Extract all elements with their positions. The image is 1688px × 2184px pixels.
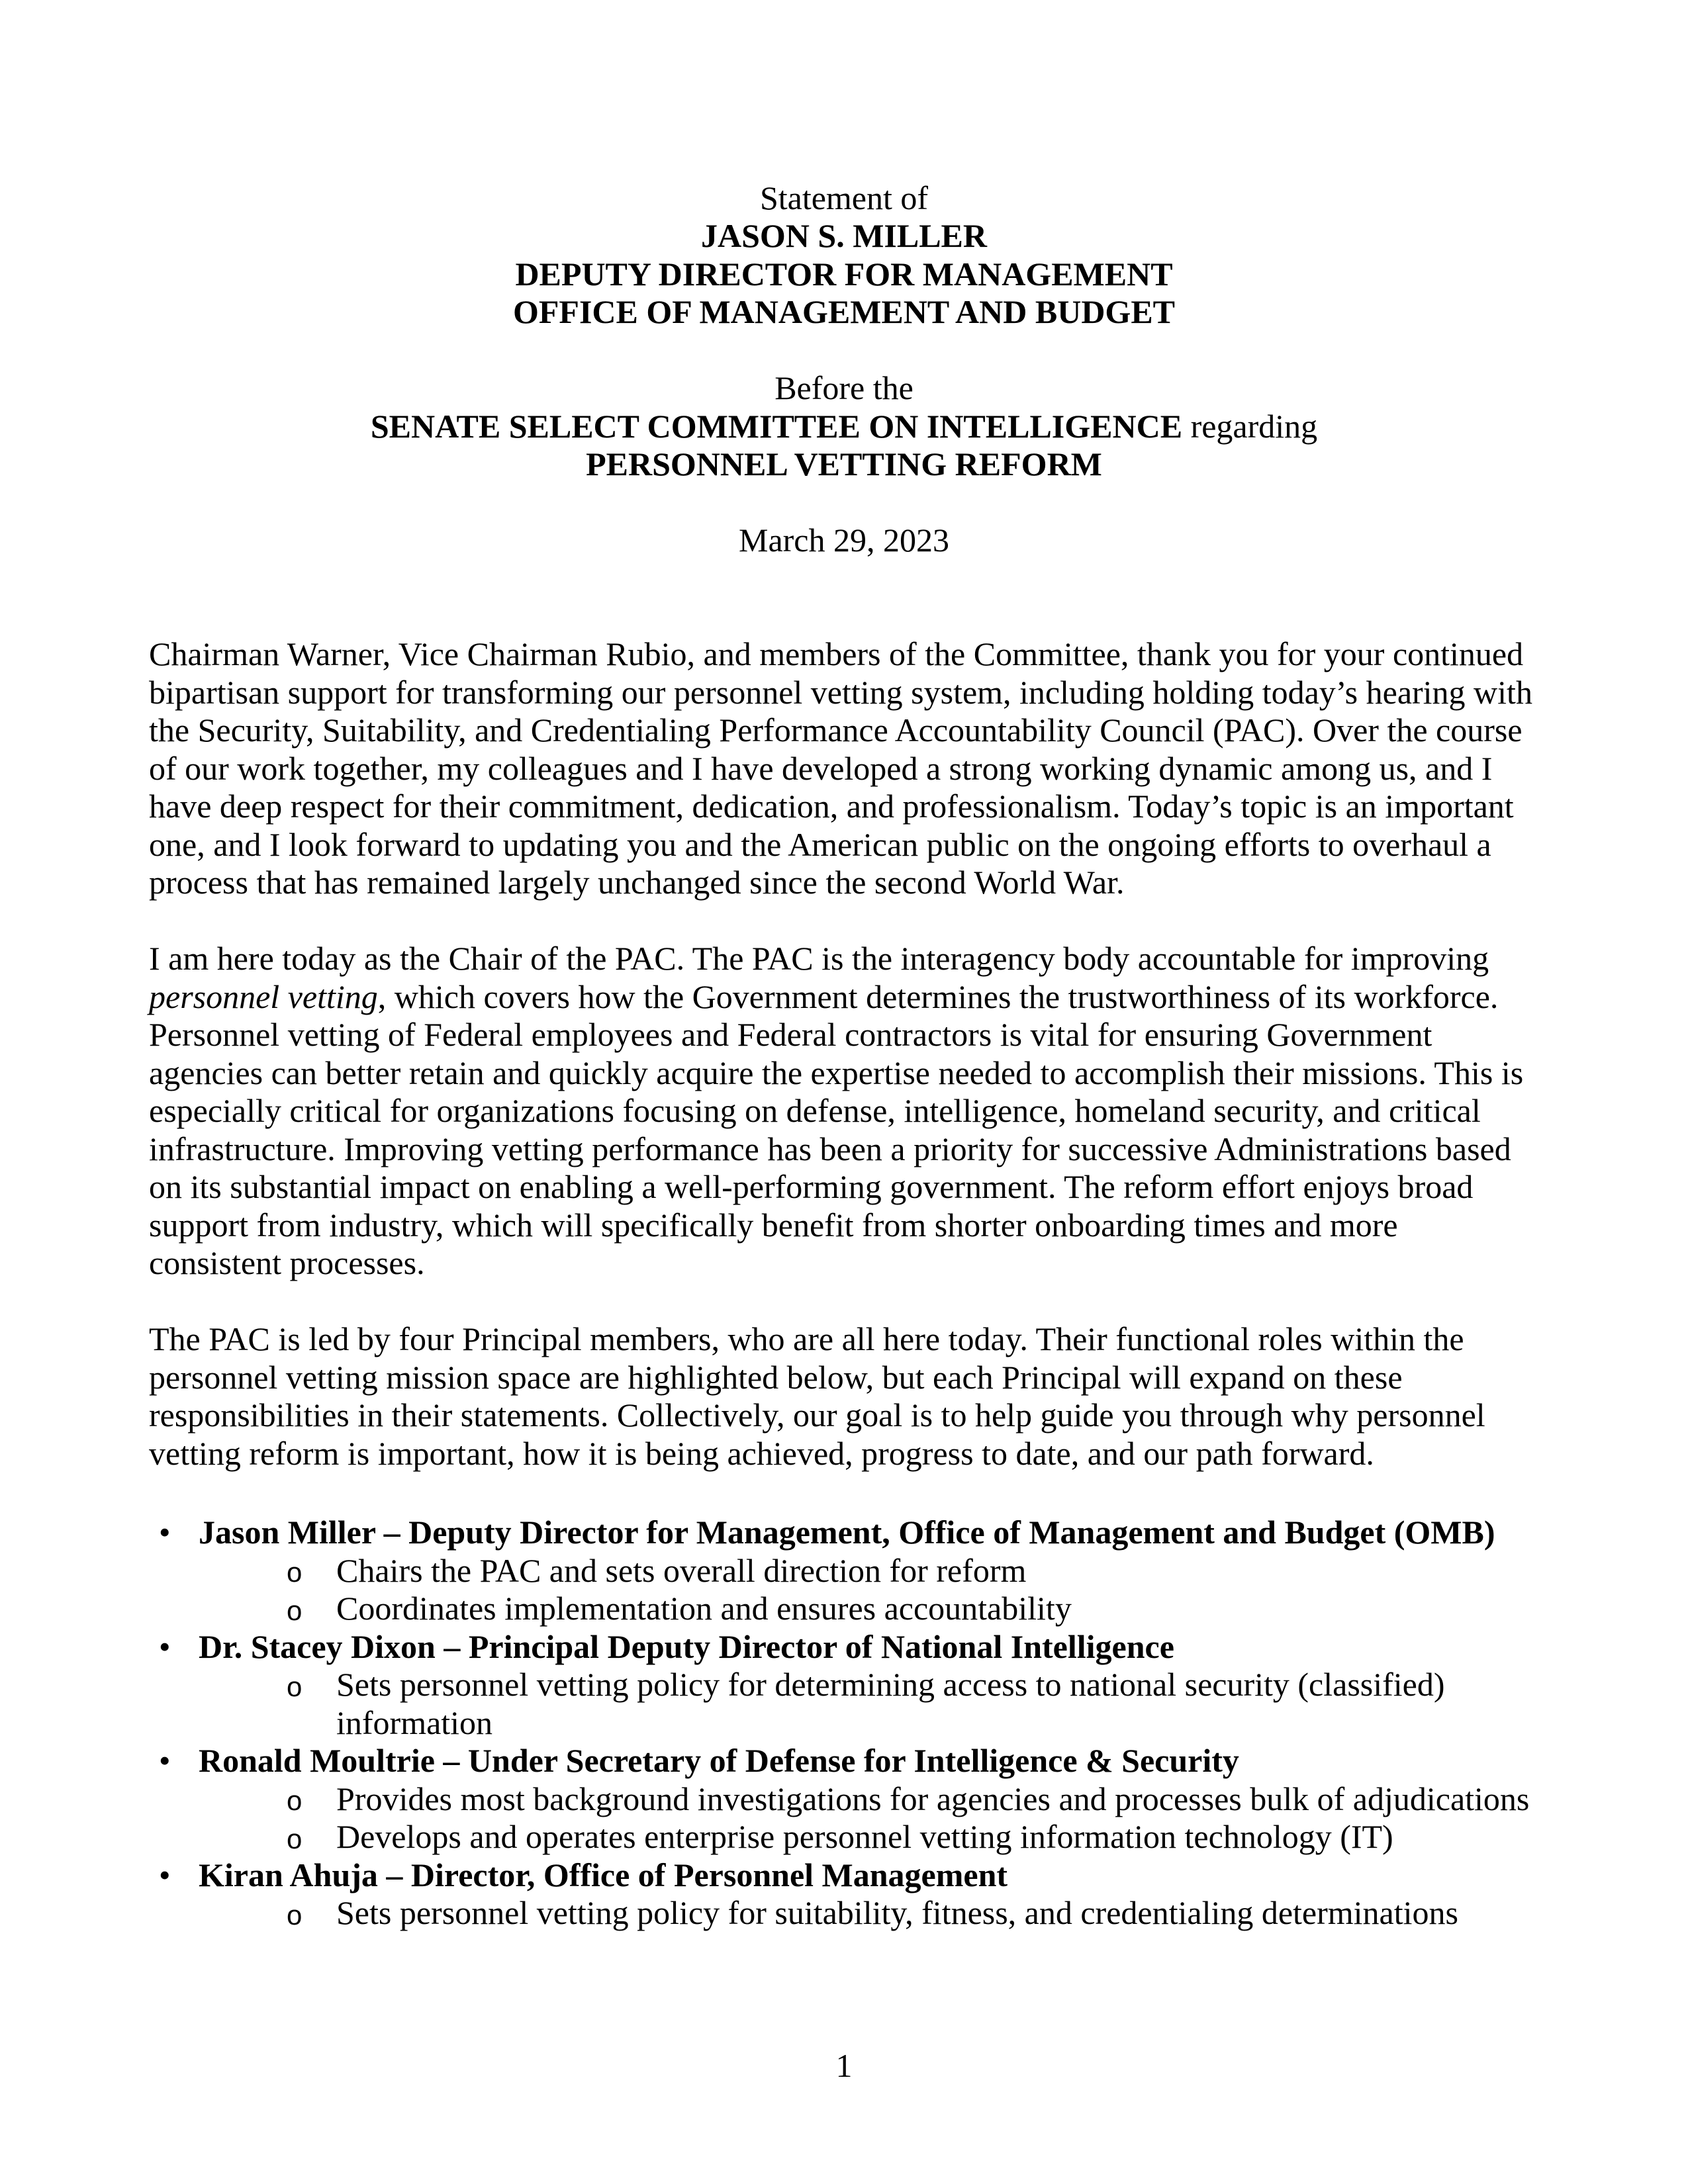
- paragraph-line: vetting reform is important, how it is being achieved, progress to date, and our path forward.: [149, 1434, 1374, 1472]
- paragraph-line: have deep respect for their commitment, dedication, and professionalism. Today’s topic is an important: [149, 788, 1514, 825]
- before-the-label: Before the: [774, 369, 914, 406]
- paragraph-line: of our work together, my colleagues and I have developed a strong working dynamic among us, and I: [149, 749, 1493, 787]
- principal-heading: Dr. Stacey Dixon – Principal Deputy Director of National Intelligence: [199, 1627, 1174, 1665]
- principal-heading: Jason Miller – Deputy Director for Management, Office of Management and Budget (OMB): [199, 1514, 1495, 1551]
- committee-line: [0, 408, 1688, 446]
- bullet-icon: •: [159, 1627, 171, 1665]
- sub-bullet-icon: o: [287, 1671, 303, 1702]
- paragraph-line: The PAC is led by four Principal members, who are all here today. Their functional roles within the: [149, 1320, 1464, 1357]
- paragraph-line: consistent processes.: [149, 1244, 425, 1281]
- sub-bullet-icon: o: [287, 1823, 303, 1854]
- paragraph-line: process that has remained largely unchanged since the second World War.: [149, 864, 1125, 901]
- principal-heading: Ronald Moultrie – Under Secretary of Defense for Intelligence & Security: [199, 1742, 1239, 1779]
- paragraph-line: I am here today as the Chair of the PAC. The PAC is the interagency body accountable for improving: [149, 940, 1489, 977]
- regarding-label: regarding: [1182, 408, 1318, 445]
- committee-name: SENATE SELECT COMMITTEE ON INTELLIGENCE: [370, 408, 1183, 445]
- witness-name: JASON S. MILLER: [700, 217, 988, 254]
- statement-of-label: Statement of: [759, 179, 929, 216]
- responsibility-line: Provides most background investigations for agencies and processes bulk of adjudications: [336, 1780, 1530, 1817]
- hearing-topic: PERSONNEL VETTING REFORM: [586, 445, 1102, 482]
- responsibility-line: Chairs the PAC and sets overall direction for reform: [336, 1551, 1027, 1589]
- emphasized-term: personnel vetting: [149, 978, 378, 1015]
- paragraph-line: responsibilities in their statements. Collectively, our goal is to help guide you through why personnel: [149, 1396, 1485, 1433]
- principal-heading: Kiran Ahuja – Director, Office of Personnel Management: [199, 1856, 1008, 1893]
- sub-bullet-icon: o: [287, 1785, 303, 1816]
- paragraph-line: [149, 978, 1498, 1017]
- paragraph-line: personnel vetting mission space are highlighted below, but each Principal will expand on these: [149, 1358, 1403, 1396]
- sub-bullet-icon: o: [287, 1557, 303, 1588]
- responsibility-line: Sets personnel vetting policy for determining access to national security (classified): [336, 1666, 1445, 1703]
- sub-bullet-icon: o: [287, 1595, 303, 1626]
- paragraph-line: agencies can better retain and quickly acquire the expertise needed to accomplish their missions. This is: [149, 1054, 1524, 1091]
- paragraph-line: especially critical for organizations focusing on defense, intelligence, homeland security, and critical: [149, 1092, 1481, 1129]
- paragraph-line: one, and I look forward to updating you and the American public on the ongoing efforts to overhaul a: [149, 825, 1491, 863]
- sub-bullet-icon: o: [287, 1899, 303, 1931]
- paragraph-line-rest: , which covers how the Government determines the trustworthiness of its workforce.: [377, 978, 1499, 1015]
- paragraph-line: bipartisan support for transforming our personnel vetting system, including holding today’s hearing with: [149, 673, 1532, 711]
- responsibility-line: Develops and operates enterprise personnel vetting information technology (IT): [336, 1818, 1393, 1855]
- bullet-icon: •: [159, 1742, 171, 1779]
- witness-title: DEPUTY DIRECTOR FOR MANAGEMENT: [515, 255, 1173, 293]
- paragraph-line: the Security, Suitability, and Credentialing Performance Accountability Council (PAC). Over the course: [149, 711, 1523, 749]
- paragraph-line: support from industry, which will specifically benefit from shorter onboarding times and more: [149, 1206, 1398, 1244]
- hearing-date: March 29, 2023: [739, 522, 949, 559]
- responsibility-line-continued: information: [336, 1704, 493, 1741]
- paragraph-line: Chairman Warner, Vice Chairman Rubio, and members of the Committee, thank you for your continued: [149, 635, 1524, 672]
- paragraph-line: Personnel vetting of Federal employees and Federal contractors is vital for ensuring Government: [149, 1016, 1432, 1053]
- page-number: 1: [835, 2047, 853, 2084]
- bullet-icon: •: [159, 1856, 171, 1893]
- responsibility-line: Coordinates implementation and ensures accountability: [336, 1590, 1072, 1627]
- bullet-icon: •: [159, 1514, 171, 1551]
- responsibility-line: Sets personnel vetting policy for suitability, fitness, and credentialing determinations: [336, 1894, 1458, 1931]
- paragraph-line: on its substantial impact on enabling a well-performing government. The reform effort enjoys broad: [149, 1168, 1474, 1205]
- paragraph-line: infrastructure. Improving vetting performance has been a priority for successive Administrations based: [149, 1130, 1511, 1167]
- witness-office: OFFICE OF MANAGEMENT AND BUDGET: [512, 293, 1176, 330]
